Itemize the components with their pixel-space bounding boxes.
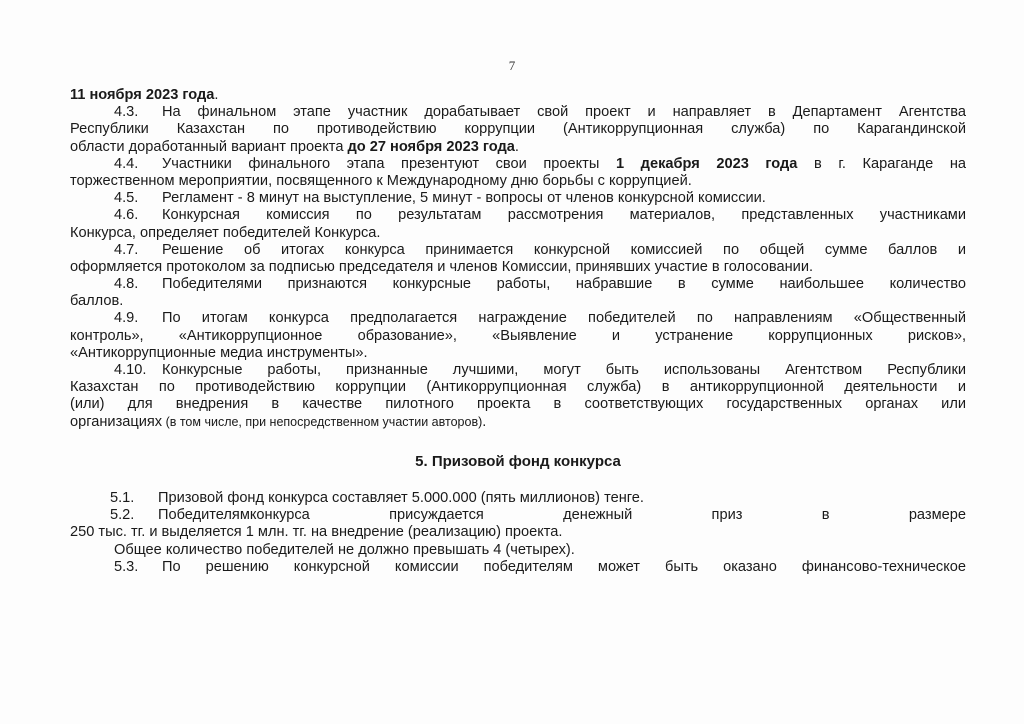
clause-4-10-line-2: Казахстан по противодействию коррупции (Антикоррупционная служба) в антикоррупционной деятельности и <box>70 379 966 396</box>
clause-text: По итогам конкурса предполагается награждение победителей по направлениям «Общественный <box>162 310 966 327</box>
clause-4-8-line-2: баллов. <box>70 293 124 310</box>
clause-text: Конкурсные работы, признанные лучшими, могут быть использованы Агентством Республики <box>162 362 966 378</box>
punctuation: . <box>482 413 487 430</box>
clause-4-6-line-1 <box>70 207 966 224</box>
clause-4-9-line-3: «Антикоррупционные медиа инструменты». <box>70 344 368 361</box>
clause-text: в г. Караганде на <box>797 155 966 172</box>
clause-4-10-line-3: (или) для внедрения в качестве пилотного проекта в соответствующих государственных органах или <box>70 396 966 413</box>
clause-text: Конкурсная комиссия по результатам рассмотрения материалов, представленных участниками <box>162 207 966 224</box>
clause-number: 4.10. <box>114 362 147 378</box>
clause-text: Призовой фонд конкурса составляет 5.000.000 (пять миллионов) тенге. <box>158 489 644 506</box>
deadline-date: до 27 ноября 2023 года <box>347 138 515 155</box>
clause-number: 5.1. <box>110 489 135 506</box>
clause-5-3-line-1 <box>70 559 966 576</box>
clause-word: в <box>821 507 830 524</box>
clause-text: организациях <box>70 413 163 430</box>
clause-4-9-line-2: контроль», «Антикоррупционное образование», «Выявление и устранение коррупционных рисков», <box>70 327 966 344</box>
event-date: 1 декабря 2023 года <box>615 155 798 172</box>
clause-number: 4.9. <box>114 310 139 327</box>
page-number: 7 <box>508 58 516 73</box>
punctuation: . <box>214 87 219 103</box>
clause-4-4-line-2: торжественном мероприятии, посвященного к Международному дню борьбы с коррупцией. <box>70 172 692 189</box>
document-body <box>70 87 966 576</box>
clause-number: 5.2. <box>110 507 135 524</box>
paragraph-line <box>70 87 966 104</box>
clause-word: присуждается <box>389 507 484 524</box>
clause-5-2-line-2: 250 тыс. тг. и выделяется 1 млн. тг. на внедрение (реализацию) проекта. <box>70 524 563 541</box>
clause-4-6-line-2: Конкурса, определяет победителей Конкурса. <box>70 224 381 241</box>
clause-5-2-line-1 <box>70 507 966 524</box>
deadline-date: 11 ноября 2023 года <box>70 87 215 103</box>
clause-word: Победителямконкурса <box>158 507 310 524</box>
clause-4-8-line-1 <box>70 276 966 293</box>
clause-text <box>110 507 310 524</box>
clause-word: размере <box>908 507 966 524</box>
clause-text: области доработанный вариант проекта <box>70 138 348 155</box>
clause-4-5-line-1 <box>70 190 966 207</box>
clause-4-7-line-2: оформляется протоколом за подписью председателя и членов Комиссии, принявших участие в голосовании. <box>70 258 814 275</box>
clause-text: Решение об итогах конкурса принимается конкурсной комиссией по общей сумме баллов и <box>162 241 966 258</box>
clause-4-10-line-4 <box>70 414 966 431</box>
clause-number: 4.4. <box>114 155 139 172</box>
clause-text: Участники финального этапа презентуют свои проекты <box>162 155 616 172</box>
section-heading: 5. Призовой фонд конкурса <box>415 452 621 470</box>
clause-4-4-line-1 <box>70 156 966 173</box>
clause-word: приз <box>711 507 743 524</box>
punctuation: . <box>514 138 519 155</box>
clause-5-2-line-3: Общее количество победителей не должно превышать 4 (четырех). <box>114 541 575 558</box>
clause-text: По решению конкурсной комиссии победителям может быть оказано финансово-техническое <box>162 558 966 575</box>
clause-4-3-line-3 <box>70 139 966 156</box>
clause-4-9-line-1 <box>70 310 966 327</box>
clause-number: 4.7. <box>114 241 139 258</box>
clause-note: (в том числе, при непосредственном участии авторов) <box>162 414 483 429</box>
clause-number: 4.6. <box>114 207 139 224</box>
clause-4-3-line-1 <box>70 104 966 121</box>
clause-text: На финальном этапе участник дорабатывает свой проект и направляет в Департамент Агентства <box>162 104 966 121</box>
clause-number: 5.3. <box>114 558 139 575</box>
clause-text: Победителями признаются конкурсные работы, набравшие в сумме наибольшее количество <box>162 276 966 293</box>
clause-5-1-line-1 <box>70 490 966 507</box>
clause-word: денежный <box>563 507 633 524</box>
clause-number: 4.8. <box>114 276 139 293</box>
clause-4-7-line-1 <box>70 242 966 259</box>
clause-4-3-line-2: Республики Казахстан по противодействию коррупции (Антикоррупционная служба) по Карагандинской <box>70 121 966 138</box>
clause-number: 4.5. <box>114 190 139 207</box>
clause-4-10-line-1 <box>70 362 966 379</box>
clause-number: 4.3. <box>114 104 139 121</box>
clause-text: Регламент - 8 минут на выступление, 5 минут - вопросы от членов конкурсной комиссии. <box>162 190 766 207</box>
